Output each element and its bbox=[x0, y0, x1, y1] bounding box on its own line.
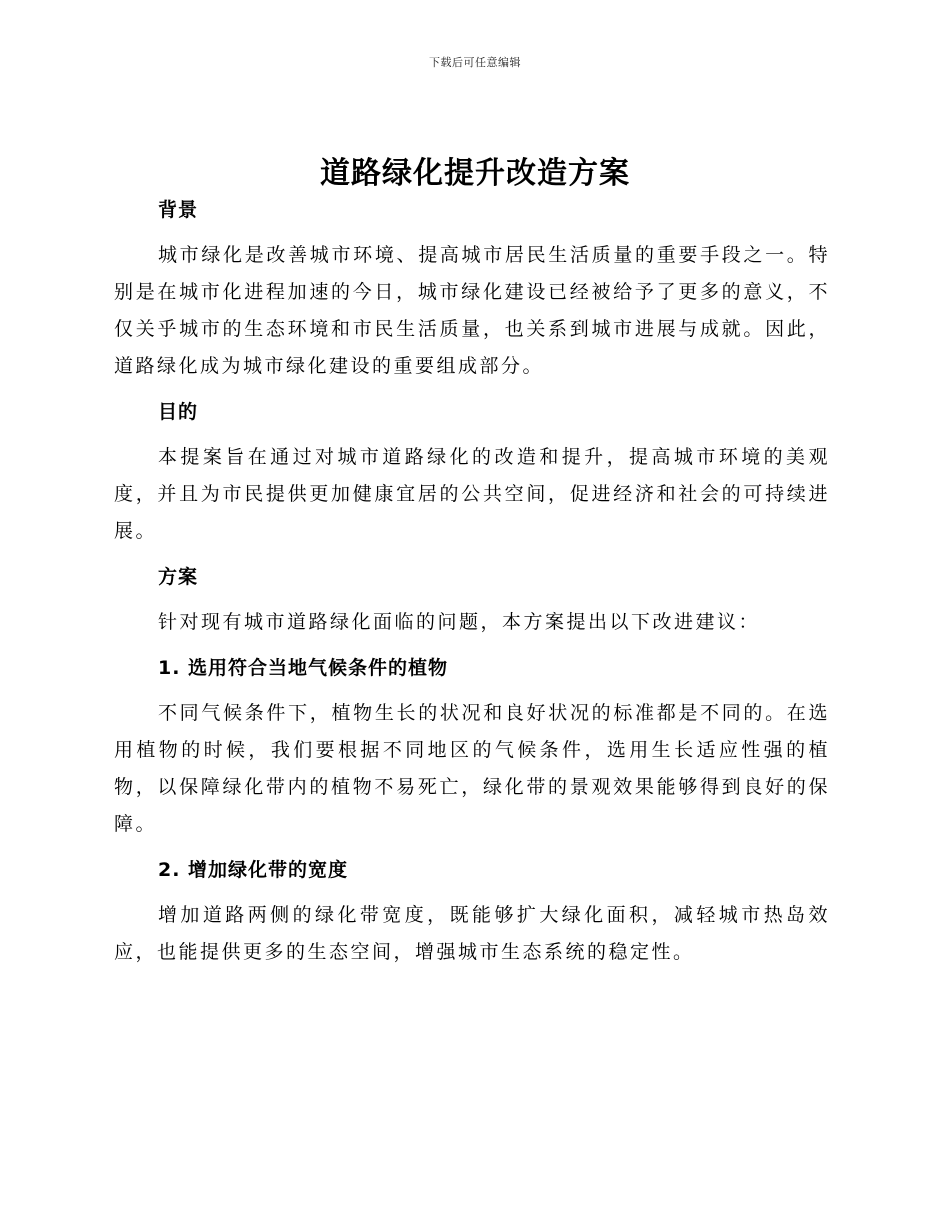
document-body bbox=[114, 195, 830, 971]
section-paragraph-plants: 不同气候条件下，植物生长的状况和良好状况的标准都是不同的。在选用植物的时候，我们要根据不同地区的气候条件，选用生长适应性强的植物，以保障绿化带内的植物不易死亡，绿化带的景观效果能够得到良好的保障。 bbox=[114, 702, 830, 835]
header-note: 下载后可任意编辑 bbox=[429, 56, 521, 69]
section-paragraph-background: 城市绿化是改善城市环境、提高城市居民生活质量的重要手段之一。特别是在城市化进程加速的今日，城市绿化建设已经被给予了更多的意义，不仅关乎城市的生态环境和市民生活质量，也关系到城市进展与成就。因此，道路绿化成为城市绿化建设的重要组成部分。 bbox=[114, 244, 830, 377]
section-heading-width: 2. 增加绿化带的宽度 bbox=[158, 859, 349, 881]
section-heading-plants: 1. 选用符合当地气候条件的植物 bbox=[158, 657, 449, 679]
section-heading-background: 背景 bbox=[158, 199, 199, 221]
section-paragraph-purpose: 本提案旨在通过对城市道路绿化的改造和提升，提高城市环境的美观度，并且为市民提供更加健康宜居的公共空间，促进经济和社会的可持续进展。 bbox=[114, 446, 830, 542]
section-paragraph-plan: 针对现有城市道路绿化面临的问题，本方案提出以下改进建议： bbox=[158, 611, 761, 633]
document-title: 道路绿化提升改造方案 bbox=[320, 156, 630, 191]
section-paragraph-width: 增加道路两侧的绿化带宽度，既能够扩大绿化面积，减轻城市热岛效应，也能提供更多的生态空间，增强城市生态系统的稳定性。 bbox=[114, 904, 830, 963]
section-heading-purpose: 目的 bbox=[158, 401, 199, 423]
section-heading-plan: 方案 bbox=[158, 566, 199, 588]
